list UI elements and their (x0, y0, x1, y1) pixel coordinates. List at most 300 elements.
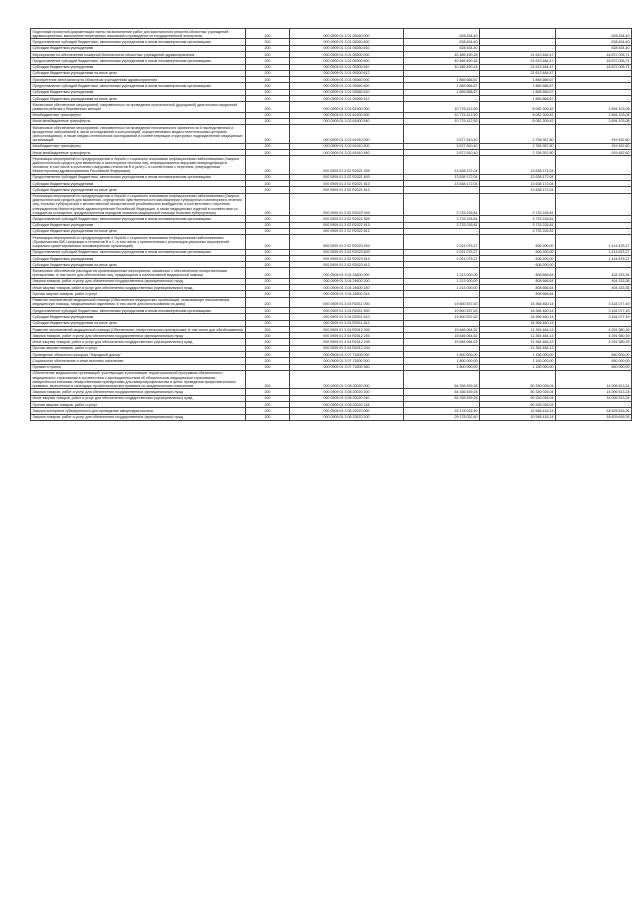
row-remaining-cell: 18 629 616,26 (556, 408, 632, 414)
row-name-cell: Иные межбюджетные трансферты (31, 149, 246, 155)
row-name-cell: Предоставление субсидий бюджетным, автономным учреждениям и иным некоммерческим организациям (31, 249, 246, 255)
row-name-cell: Развитие паллиативной медицинской помощи (Обеспечение лекарственными препаратами, в том числе для обезболивания) (31, 326, 246, 332)
row-name-cell: Субсидии бюджетным учреждениям (31, 89, 246, 95)
row-executed-cell: 13 638 172,04 (480, 174, 556, 180)
row-kbk-cell: 000 0909 01 3 01 05300 600 (290, 58, 404, 64)
row-approved-cell: - (404, 320, 480, 326)
row-approved-cell: 1 800 000,00 (404, 352, 480, 358)
row-name-cell: Закупка товаров, работ и услуг для обеспечения государственных (муниципальных) нужд (31, 389, 246, 395)
row-kbk-cell: 000 0909 01 3 01 05360 610 (290, 89, 404, 95)
row-approved-cell: 2 021 075,27 (404, 249, 480, 255)
row-remaining-cell: 650 000,00 (556, 364, 632, 370)
row-approved-cell: 15 646 064,52 (404, 339, 480, 345)
row-code-cell: 200 (246, 395, 290, 401)
row-approved-cell: 1 800 000,00 (404, 364, 480, 370)
row-kbk-cell: 000 0909 01 3 04 R2012 240 (290, 339, 404, 345)
row-code-cell: 200 (246, 83, 290, 89)
row-code-cell: 200 (246, 249, 290, 255)
row-executed-cell: 16 366 460,14 (480, 297, 556, 307)
row-name-cell: Иные закупки товаров, работ и услуг для обеспечения государственных (муниципальных) нужд (31, 285, 246, 291)
table-row (31, 193, 632, 216)
row-remaining-cell: 919 452,60 (556, 143, 632, 149)
row-kbk-cell: 000 0909 01 3 04 24600 240 (290, 285, 404, 291)
row-approved-cell: 3 677 810,40 (404, 143, 480, 149)
row-code-cell: 200 (246, 235, 290, 249)
row-code-cell: 200 (246, 51, 290, 57)
row-approved-cell: 1 865 666,67 (404, 83, 480, 89)
row-name-cell: Субсидии бюджетным учреждениям (31, 45, 246, 51)
row-name-cell: Субсидии бюджетным учреждениям на иные цели (31, 95, 246, 101)
row-executed-cell: 16 366 460,14 (480, 308, 556, 314)
row-kbk-cell: 000 0909 01 3 02 61900 500 (290, 112, 404, 118)
row-kbk-cell: 000 0909 01 3 02 R2021 600 (290, 174, 404, 180)
row-executed-cell: 16 366 460,14 (480, 314, 556, 320)
row-kbk-cell: 000 0909 01 3 04 R2012 244 (290, 345, 404, 351)
row-kbk-cell: 000 0909 01 3 04 24600 244 (290, 291, 404, 297)
row-code-cell: 200 (246, 326, 290, 332)
table-row (31, 414, 632, 420)
row-executed-cell: 606 200,00 (480, 249, 556, 255)
table-row (31, 102, 632, 112)
row-approved-cell: - (404, 228, 480, 234)
row-kbk-cell: 000 0909 01 3 01 05300 610 (290, 64, 404, 70)
row-kbk-cell: 000 0909 01 3 08 22670 000 (290, 408, 404, 414)
row-remaining-cell: - (556, 77, 632, 83)
row-approved-cell: 64 336 539,28 (404, 389, 480, 395)
row-kbk-cell: 000 0909 01 3 08 22670 200 (290, 414, 404, 420)
row-name-cell: Предоставление субсидий бюджетным, автономным учреждениям и иным некоммерческим организациям (31, 174, 246, 180)
row-code-cell: 200 (246, 314, 290, 320)
row-remaining-cell: - (556, 228, 632, 234)
row-approved-cell: 3 733 226,81 (404, 193, 480, 216)
row-approved-cell: - (404, 262, 480, 268)
row-name-cell: Закупка аллергена туберкулезного для проведения иммунодиагностики (31, 408, 246, 414)
row-name-cell: Финансовое обеспечение мероприятий, направленных на проведение неонатального скрининга на 5 наследственных и врожденных заболеваний в части исследований и консультаций, осуществляемых медико-генетическими центрами (консультациями), а также медико-генетических исследований и соответствующих структурных подразделениях медицинских организаций (31, 125, 246, 144)
row-executed-cell: 2 758 357,80 (480, 143, 556, 149)
row-executed-cell: 1 865 666,67 (480, 89, 556, 95)
row-name-cell: Межбюджетные трансферты (31, 143, 246, 149)
row-remaining-cell: - (556, 216, 632, 222)
row-name-cell: Иные межбюджетные трансферты (31, 118, 246, 124)
row-executed-cell: - (480, 29, 556, 39)
row-kbk-cell: 000 0909 01 3 02 R2022 612 (290, 228, 404, 234)
row-kbk-cell: 000 0909 01 3 02 61910 500 (290, 143, 404, 149)
row-code-cell: 200 (246, 216, 290, 222)
row-name-cell: Предоставление субсидий бюджетным, автономным учреждениям и иным некоммерческим организациям (31, 216, 246, 222)
row-code-cell: 200 (246, 291, 290, 297)
row-kbk-cell: 000 0909 01 3 04 R2011 610 (290, 314, 404, 320)
row-remaining-cell: 14 006 513,24 (556, 389, 632, 395)
row-executed-cell: 10 548 416,14 (480, 414, 556, 420)
row-remaining-cell: 404 333,36 (556, 285, 632, 291)
row-name-cell: Иные закупки товаров, работ и услуг для обеспечения государственных (муниципальных) нужд (31, 395, 246, 401)
row-name-cell: Субсидии бюджетным учреждениям на иные цели (31, 187, 246, 193)
row-remaining-cell: 404 333,36 (556, 268, 632, 278)
row-remaining-cell: 18 629 616,26 (556, 414, 632, 420)
row-remaining-cell: - (556, 193, 632, 216)
row-approved-cell: 19 800 537,63 (404, 314, 480, 320)
row-remaining-cell: - (556, 402, 632, 408)
row-executed-cell: 3 733 226,81 (480, 222, 556, 228)
budget-table (30, 28, 632, 421)
row-kbk-cell: 000 0909 01 3 07 71600 350 (290, 364, 404, 370)
row-kbk-cell: 000 0909 01 3 02 R2022 610 (290, 222, 404, 228)
row-name-cell: Закупка товаров, работ и услуг для обеспечения государственных (муниципальных) нужд (31, 278, 246, 284)
row-remaining-cell: 404 333,36 (556, 278, 632, 284)
row-kbk-cell: 000 0909 01 3 04 R2011 612 (290, 320, 404, 326)
budget-table-body (31, 29, 632, 421)
table-row (31, 268, 632, 278)
row-kbk-cell: 000 0909 01 3 02 R2022 600 (290, 216, 404, 222)
row-code-cell: 200 (246, 352, 290, 358)
row-name-cell: Прочая закупка товаров, работ и услуг (31, 345, 246, 351)
row-remaining-cell: 2 694 103,08 (556, 112, 632, 118)
row-approved-cell: 3 733 226,81 (404, 222, 480, 228)
row-remaining-cell: 18 872 005,71 (556, 51, 632, 57)
row-remaining-cell: - (556, 70, 632, 76)
row-kbk-cell: 000 0909 01 3 07 71600 300 (290, 358, 404, 364)
row-code-cell: 200 (246, 118, 290, 124)
row-remaining-cell: 628 634,40 (556, 45, 632, 51)
row-executed-cell: 808 666,64 (480, 285, 556, 291)
row-remaining-cell: 4 291 580,39 (556, 333, 632, 339)
row-kbk-cell: 000 0909 01 3 01 05300 000 (290, 51, 404, 57)
row-remaining-cell: 14 006 513,24 (556, 395, 632, 401)
row-approved-cell: 40 485 490,18 (404, 64, 480, 70)
row-name-cell: Предоставление субсидий бюджетным, автономным учреждениям и иным некоммерческим организациям (31, 39, 246, 45)
row-code-cell: 200 (246, 181, 290, 187)
row-executed-cell: 13 638 172,04 (480, 187, 556, 193)
row-kbk-cell: 000 0909 01 3 04 24600 200 (290, 278, 404, 284)
row-name-cell: Межбюджетные трансферты (31, 112, 246, 118)
row-name-cell: Субсидии бюджетным учреждениям (31, 314, 246, 320)
row-approved-cell: 13 638 172,04 (404, 181, 480, 187)
row-code-cell: 200 (246, 222, 290, 228)
row-executed-cell: 13 638 172,04 (480, 156, 556, 175)
row-executed-cell: 21 613 484,47 (480, 58, 556, 64)
table-row (31, 156, 632, 175)
row-executed-cell: 11 354 484,13 (480, 333, 556, 339)
row-approved-cell: 40 485 490,18 (404, 58, 480, 64)
row-remaining-cell: 14 006 513,24 (556, 370, 632, 389)
row-code-cell: 200 (246, 156, 290, 175)
row-executed-cell: 2 758 357,80 (480, 149, 556, 155)
row-executed-cell: 606 200,00 (480, 262, 556, 268)
row-executed-cell: 3 733 226,81 (480, 228, 556, 234)
row-approved-cell: 2 021 075,27 (404, 255, 480, 261)
row-code-cell: 200 (246, 228, 290, 234)
row-code-cell: 200 (246, 102, 290, 112)
row-name-cell: Финансовое обеспечение расходов на организационные мероприятия, связанные с обеспечением лекарственными препаратами, в том числе для обеспечения лиц, нуждающихся в паллиативной медицинской помощи (31, 268, 246, 278)
row-executed-cell: 11 354 484,13 (480, 326, 556, 332)
row-kbk-cell: 000 0909 01 3 08 20020 244 (290, 402, 404, 408)
row-kbk-cell: 000 0909 01 3 02 61910 540 (290, 149, 404, 155)
row-approved-cell: - (404, 187, 480, 193)
row-code-cell: 200 (246, 45, 290, 51)
row-kbk-cell: 000 0909 01 3 01 05360 612 (290, 95, 404, 101)
row-remaining-cell: 2 694 103,08 (556, 102, 632, 112)
budget-document (30, 28, 630, 421)
row-approved-cell: 10 776 412,50 (404, 112, 480, 118)
row-kbk-cell: 000 0909 01 3 04 R2011 600 (290, 308, 404, 314)
row-approved-cell: 15 646 064,52 (404, 326, 480, 332)
row-name-cell: Проведение областного конкурса "Народный доктор" (31, 352, 246, 358)
row-approved-cell: - (404, 291, 480, 297)
row-remaining-cell: 919 452,60 (556, 125, 632, 144)
row-executed-cell: - (480, 39, 556, 45)
row-approved-cell: 64 336 539,28 (404, 395, 480, 401)
row-approved-cell: 40 485 490,18 (404, 51, 480, 57)
row-code-cell: 200 (246, 358, 290, 364)
table-row (31, 370, 632, 389)
row-kbk-cell: 000 0909 01 3 02 R2023 600 (290, 249, 404, 255)
row-approved-cell: 2 021 075,27 (404, 235, 480, 249)
row-name-cell: Субсидии бюджетным учреждениям (31, 64, 246, 70)
row-approved-cell: 1 213 000,00 (404, 268, 480, 278)
row-code-cell: 200 (246, 389, 290, 395)
row-kbk-cell: 000 0909 01 3 01 05260 000 (290, 29, 404, 39)
row-code-cell: 200 (246, 297, 290, 307)
row-kbk-cell: 000 0909 01 3 08 20020 200 (290, 389, 404, 395)
row-remaining-cell: 1 414 875,27 (556, 255, 632, 261)
row-executed-cell: 3 733 226,81 (480, 216, 556, 222)
row-executed-cell: 11 354 484,13 (480, 345, 556, 351)
row-name-cell: Предоставление субсидий бюджетным, автономным учреждениям и иным некоммерческим организациям (31, 58, 246, 64)
row-approved-cell: 29 178 032,40 (404, 414, 480, 420)
row-name-cell: Иные закупки товаров, работ и услуг для обеспечения государственных (муниципальных) нужд (31, 339, 246, 345)
row-name-cell: Субсидии бюджетным учреждениям на иные цели (31, 262, 246, 268)
row-approved-cell: - (404, 70, 480, 76)
row-kbk-cell: 000 0909 01 3 01 05260 610 (290, 45, 404, 51)
row-approved-cell: 3 677 810,40 (404, 125, 480, 144)
row-remaining-cell: - (556, 174, 632, 180)
row-name-cell: Субсидии бюджетным учреждениям (31, 181, 246, 187)
row-code-cell: 200 (246, 268, 290, 278)
row-code-cell: 200 (246, 402, 290, 408)
row-name-cell: Субсидии бюджетным учреждениям на иные цели (31, 70, 246, 76)
row-code-cell: 200 (246, 187, 290, 193)
row-code-cell: 200 (246, 193, 290, 216)
table-row (31, 29, 632, 39)
row-code-cell: 200 (246, 95, 290, 101)
row-executed-cell: 21 613 484,47 (480, 51, 556, 57)
row-name-cell: Мероприятия по обеспечению пожарной безопасности областных учреждений здравоохранения (31, 51, 246, 57)
row-remaining-cell: - (556, 222, 632, 228)
row-name-cell: Субсидии бюджетным учреждениям на иные цели (31, 320, 246, 326)
row-executed-cell: 50 330 026,04 (480, 370, 556, 389)
row-executed-cell: 606 200,00 (480, 235, 556, 249)
row-approved-cell: - (404, 345, 480, 351)
row-remaining-cell: - (556, 83, 632, 89)
row-remaining-cell: 628 634,40 (556, 29, 632, 39)
row-code-cell: 200 (246, 64, 290, 70)
row-executed-cell: 8 082 309,42 (480, 112, 556, 118)
row-approved-cell: 15 646 064,52 (404, 333, 480, 339)
row-name-cell: Реализация мероприятий по предупреждению и борьбе с социально значимыми инфекционными заболеваниями (Профилактика ВИЧ-инфекции и гепатитов B и C, в том числе с привлечением к реализации указанных мероприятий социально ориентированных некоммерческих организаций) (31, 235, 246, 249)
row-approved-cell: 19 800 537,63 (404, 297, 480, 307)
row-code-cell: 200 (246, 414, 290, 420)
row-kbk-cell: 000 0909 01 3 02 R2021 610 (290, 181, 404, 187)
table-row (31, 125, 632, 144)
row-name-cell: Прочая закупка товаров, работ и услуг (31, 402, 246, 408)
row-remaining-cell: 3 434 077,49 (556, 314, 632, 320)
row-name-cell: Реализация мероприятий по предупреждению и борьбе с социально значимыми инфекционными заболеваниями (Закупка диагностических средств для выявления, определения чувствительности микобактерии туберкулеза и мониторинга лечения лиц, больных туберкулезом с множественной лекарственной устойчивостью возбудителя, в соответствии с перечнем, утвержденным Министерством здравоохранения Российской Федерации, а также медицинских изделий в соответствии со стандартом оснащения, предусмотренным порядком оказания медицинской помощи больным туберкулезом) (31, 193, 246, 216)
row-executed-cell: 1 865 666,67 (480, 95, 556, 101)
row-executed-cell: 8 082 309,42 (480, 102, 556, 112)
row-kbk-cell: 000 0909 01 3 04 R2012 000 (290, 326, 404, 332)
row-kbk-cell: 000 0909 01 3 01 05260 600 (290, 39, 404, 45)
row-approved-cell: - (404, 95, 480, 101)
row-code-cell: 200 (246, 125, 290, 144)
row-executed-cell: 21 613 484,47 (480, 70, 556, 76)
row-code-cell: 200 (246, 70, 290, 76)
row-remaining-cell: 628 634,40 (556, 39, 632, 45)
row-kbk-cell: 000 0909 01 3 04 R2012 200 (290, 333, 404, 339)
row-approved-cell: 13 638 172,04 (404, 156, 480, 175)
table-row (31, 235, 632, 249)
row-name-cell: Премии и гранты (31, 364, 246, 370)
row-executed-cell: 808 666,64 (480, 291, 556, 297)
row-executed-cell: 8 082 309,42 (480, 118, 556, 124)
row-kbk-cell: 000 0909 01 3 02 R2021 000 (290, 156, 404, 175)
row-remaining-cell: 650 000,00 (556, 358, 632, 364)
row-executed-cell: 11 354 484,13 (480, 339, 556, 345)
row-executed-cell: 2 758 357,80 (480, 125, 556, 144)
row-name-cell: Обеспечение медицинских организаций, участвующих в реализации территориальной программы обязательного медицинского страхования в соответствии с законодательством об обязательном медицинском страховании, иммунобиологическими лекарственными препаратами для иммунопрофилактики в целях проведения профилактических прививок, включенных в календарь профилактических прививок по эпидемическим показаниям (31, 370, 246, 389)
row-approved-cell: 13 638 172,04 (404, 174, 480, 180)
row-approved-cell: 628 634,40 (404, 45, 480, 51)
row-name-cell: Реализация мероприятий по предупреждению и борьбе с социально значимыми инфекционными заболеваниями (Закупка диагностических средств для выявления и мониторинга лечения лиц, инфицированных вирусами иммунодефицита человека, в том числе в сочетании с вирусами гепатитов B и (или) C в соответствии с перечнем, утвержденным Министерством здравоохранения Российской Федерации) (31, 156, 246, 175)
row-remaining-cell: - (556, 320, 632, 326)
row-approved-cell: 628 634,40 (404, 39, 480, 45)
row-approved-cell: 64 336 539,28 (404, 370, 480, 389)
row-code-cell: 200 (246, 58, 290, 64)
row-executed-cell: 1 865 666,67 (480, 83, 556, 89)
row-remaining-cell: - (556, 181, 632, 187)
table-row (31, 297, 632, 307)
row-approved-cell: 10 776 412,50 (404, 118, 480, 124)
row-code-cell: 200 (246, 339, 290, 345)
row-executed-cell: 50 330 026,04 (480, 402, 556, 408)
row-approved-cell: 3 677 810,40 (404, 149, 480, 155)
row-code-cell: 200 (246, 255, 290, 261)
row-remaining-cell: 1 414 875,27 (556, 235, 632, 249)
row-remaining-cell: 18 872 005,71 (556, 64, 632, 70)
row-code-cell: 200 (246, 174, 290, 180)
row-kbk-cell: 000 0909 01 3 02 R2021 612 (290, 187, 404, 193)
row-name-cell: Предоставление субсидий бюджетным, автономным учреждениям и иным некоммерческим организациям (31, 308, 246, 314)
row-code-cell: 200 (246, 345, 290, 351)
row-approved-cell: 1 800 000,00 (404, 358, 480, 364)
row-remaining-cell: - (556, 262, 632, 268)
row-code-cell: 200 (246, 285, 290, 291)
row-name-cell: Прочая закупка товаров, работ и услуг (31, 291, 246, 297)
row-code-cell: 200 (246, 149, 290, 155)
row-kbk-cell: 000 0909 01 3 02 R2023 000 (290, 235, 404, 249)
row-executed-cell: 606 200,00 (480, 255, 556, 261)
row-executed-cell: 10 548 416,14 (480, 408, 556, 414)
row-executed-cell: 3 733 226,81 (480, 193, 556, 216)
row-remaining-cell: 3 434 077,49 (556, 297, 632, 307)
row-remaining-cell: - (556, 187, 632, 193)
row-name-cell: Закупка товаров, работ и услуг для обеспечения государственных (муниципальных) нужд (31, 414, 246, 420)
row-remaining-cell: - (556, 89, 632, 95)
row-executed-cell: 13 638 172,04 (480, 181, 556, 187)
row-name-cell: Подготовка проектной документации сметы на выполнение работ для капитального ремонта областных учреждений здравоохранения, выполнение инженерных изысканий и проведение их государственной экспертизы (31, 29, 246, 39)
row-kbk-cell: 000 0909 01 3 01 05360 000 (290, 77, 404, 83)
row-executed-cell: 808 666,64 (480, 278, 556, 284)
row-kbk-cell: 000 0909 01 3 02 R2022 000 (290, 193, 404, 216)
row-approved-cell: 29 178 032,40 (404, 408, 480, 414)
row-kbk-cell: 000 0909 01 3 07 71600 000 (290, 352, 404, 358)
row-kbk-cell: 000 0909 01 3 08 20020 240 (290, 395, 404, 401)
row-executed-cell: 50 330 026,04 (480, 389, 556, 395)
row-approved-cell: 1 213 000,00 (404, 278, 480, 284)
row-kbk-cell: 000 0909 01 3 01 05360 600 (290, 83, 404, 89)
row-code-cell: 200 (246, 77, 290, 83)
row-code-cell: 200 (246, 370, 290, 389)
row-executed-cell: 1 150 000,00 (480, 364, 556, 370)
row-code-cell: 200 (246, 364, 290, 370)
row-approved-cell: 10 776 412,50 (404, 102, 480, 112)
row-code-cell: 200 (246, 143, 290, 149)
row-approved-cell: 628 634,40 (404, 29, 480, 39)
row-code-cell: 200 (246, 308, 290, 314)
row-code-cell: 200 (246, 262, 290, 268)
row-name-cell: Субсидии бюджетным учреждениям (31, 255, 246, 261)
row-code-cell: 200 (246, 89, 290, 95)
row-executed-cell: 50 330 026,04 (480, 395, 556, 401)
row-code-cell: 200 (246, 278, 290, 284)
row-approved-cell: 3 733 226,81 (404, 216, 480, 222)
row-remaining-cell: - (556, 291, 632, 297)
row-code-cell: 200 (246, 112, 290, 118)
row-name-cell: Предоставление субсидий бюджетным, автономным учреждениям и иным некоммерческим организациям (31, 83, 246, 89)
row-name-cell: Субсидии бюджетным учреждениям на иные цели (31, 228, 246, 234)
row-remaining-cell: - (556, 156, 632, 175)
row-name-cell: Развитие паллиативной медицинской помощи (Обеспечение медицинских организаций, оказывающих паллиативную медицинскую помощь, медицинскими изделиями, в том числе для использования на дому) (31, 297, 246, 307)
row-kbk-cell: 000 0909 01 3 01 05300 612 (290, 70, 404, 76)
row-executed-cell: 1 865 666,67 (480, 77, 556, 83)
row-executed-cell: 808 666,64 (480, 268, 556, 278)
row-code-cell: 200 (246, 29, 290, 39)
row-executed-cell: - (480, 45, 556, 51)
row-kbk-cell: 000 0909 01 3 04 24600 000 (290, 268, 404, 278)
row-executed-cell: 16 366 460,14 (480, 320, 556, 326)
row-approved-cell: 1 865 666,67 (404, 77, 480, 83)
row-remaining-cell: 1 414 875,27 (556, 249, 632, 255)
row-remaining-cell: 919 452,60 (556, 149, 632, 155)
row-kbk-cell: 000 0909 01 3 02 61910 000 (290, 125, 404, 144)
row-name-cell: Приобретение автотранспорта областным учреждениям здравоохранения (31, 77, 246, 83)
row-name-cell: Закупка товаров, работ и услуг для обеспечения государственных (муниципальных) нужд (31, 333, 246, 339)
row-kbk-cell: 000 0909 01 3 02 R2023 610 (290, 255, 404, 261)
row-approved-cell: 1 213 000,00 (404, 285, 480, 291)
row-kbk-cell: 000 0909 01 3 08 20020 000 (290, 370, 404, 389)
row-kbk-cell: 000 0909 01 3 04 R2011 000 (290, 297, 404, 307)
row-remaining-cell: 18 872 005,71 (556, 58, 632, 64)
row-code-cell: 200 (246, 320, 290, 326)
row-name-cell: Социальное обеспечение и иные выплаты населению (31, 358, 246, 364)
row-remaining-cell: 2 694 103,08 (556, 118, 632, 124)
row-code-cell: 200 (246, 39, 290, 45)
row-executed-cell: 1 150 000,00 (480, 358, 556, 364)
row-executed-cell: 1 150 000,00 (480, 352, 556, 358)
row-code-cell: 200 (246, 408, 290, 414)
row-remaining-cell: 650 000,00 (556, 352, 632, 358)
row-kbk-cell: 000 0909 01 3 02 61900 000 (290, 102, 404, 112)
row-code-cell: 200 (246, 333, 290, 339)
